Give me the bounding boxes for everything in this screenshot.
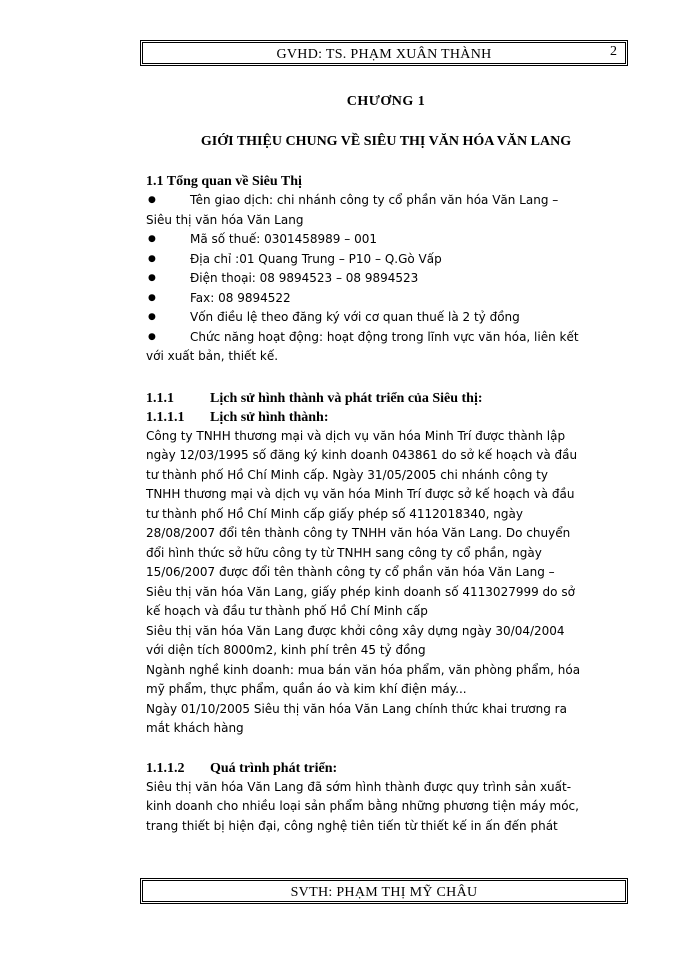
text-line: kế hoạch và đầu tư thành phố Hồ Chí Minh cấp [146,604,428,618]
bullet-icon: ● [148,253,156,264]
section-title: Lịch sử hình thành và phát triển của Siêu thị: [210,390,483,406]
bullet-icon: ● [148,195,156,205]
text-line: ngày 12/03/1995 số đăng ký kinh doanh 043861 do sở kế hoạch và đầu [146,448,578,462]
footer-student: SVTH: PHẠM THỊ MỸ CHÂU [290,885,478,900]
text-line: Siêu thị văn hóa Văn Lang, giấy phép kinh doanh số 4113027999 do sở [146,584,575,599]
bullet-icon: ● [148,292,156,303]
list-item: ● Điện thoại: 08 9894523 – 08 9894523 [146,269,626,289]
page-footer [140,878,628,904]
text-line: 15/06/2007 được đổi tên thành công ty cổ phần văn hóa Văn Lang – [146,565,555,579]
list-item-continuation: Siêu thị văn hóa Văn Lang [146,212,304,227]
text-line: mỹ phẩm, thực phẩm, quần áo và kim khí điện máy... [146,682,467,696]
text-line: tư thành phố Hồ Chí Minh cấp. Ngày 31/05/2005 chi nhánh công ty [146,467,548,482]
bullet-icon: ● [148,273,156,283]
text-line: Siêu thị văn hóa Văn Lang được khởi công xây dựng ngày 30/04/2004 [146,623,565,638]
section-1-1-1-1-heading [146,408,626,427]
text-line: mắt khách hàng [146,721,244,735]
header-supervisor: GVHD: TS. PHẠM XUÂN THÀNH [276,47,492,62]
section-1-1-body [146,191,626,367]
text-line: trang thiết bị hiện đại, công nghệ tiên tiến từ thiết kế in ấn đến phát [146,818,558,833]
page-header [140,40,628,66]
text-line: Ngày 01/10/2005 Siêu thị văn hóa Văn Lang chính thức khai trương ra [146,701,567,716]
page-content [146,94,626,836]
bullet-icon: ● [148,331,156,342]
text-line: TNHH thương mại và dịch vụ văn hóa Minh Trí được sở kế hoạch và đầu [146,487,575,501]
section-number: 1.1.1.1 [146,409,185,425]
text-line: kinh doanh cho nhiều loại sản phẩm bằng những phương tiện máy móc, [146,799,579,813]
text-line: Ngành nghề kinh doanh: mua bán văn hóa phẩm, văn phòng phẩm, hóa [146,662,581,677]
list-item: ● Chức năng hoạt động: hoạt động trong lĩnh vực văn hóa, liên kết [146,328,626,348]
section-1-1-heading: 1.1 Tổng quan về Siêu Thị [146,174,302,189]
list-item: ● Fax: 08 9894522 [146,289,626,309]
text-line: với diện tích 8000m2, kinh phí trên 45 tỷ đồng [146,643,426,657]
list-item: ● Vốn điều lệ theo đăng ký với cơ quan thuế là 2 tỷ đồng [146,308,626,328]
page-number: 2 [610,44,617,59]
text-line: đổi hình thức sở hữu công ty từ TNHH sang công ty cổ phần, ngày [146,545,542,560]
section-1-1-1-2-heading [146,759,626,778]
bullet-icon: ● [148,234,156,244]
section-number: 1.1.1 [146,390,174,406]
list-item: ● Mã số thuế: 0301458989 – 001 [146,230,626,250]
section-title: Lịch sử hình thành: [210,409,329,425]
list-item: ● Địa chỉ :01 Quang Trung – P10 – Q.Gò Vấp [146,250,626,270]
chapter-label: CHƯƠNG 1 [346,94,426,109]
list-item-continuation: với xuất bản, thiết kế. [146,349,279,363]
section-title: Quá trình phát triển: [210,760,338,776]
section-1-1-1-heading [146,389,626,408]
history-paragraph [146,427,626,739]
list-item: ● Tên giao dịch: chi nhánh công ty cổ phần văn hóa Văn Lang – [146,191,626,211]
text-line: Công ty TNHH thương mại và dịch vụ văn hóa Minh Trí được thành lập [146,428,566,443]
text-line: 28/08/2007 đổi tên thành công ty TNHH văn hóa Văn Lang. Do chuyển [146,526,571,540]
section-number: 1.1.1.2 [146,760,185,776]
bullet-icon: ● [148,312,156,322]
overview-list [146,191,626,367]
chapter-title: GIỚI THIỆU CHUNG VỀ SIÊU THỊ VĂN HÓA VĂN LANG [200,134,572,149]
development-paragraph [146,778,626,837]
text-line: Siêu thị văn hóa Văn Lang đã sớm hình thành được quy trình sản xuất- [146,779,572,794]
text-line: tư thành phố Hồ Chí Minh cấp giấy phép số 4112018340, ngày [146,506,523,521]
